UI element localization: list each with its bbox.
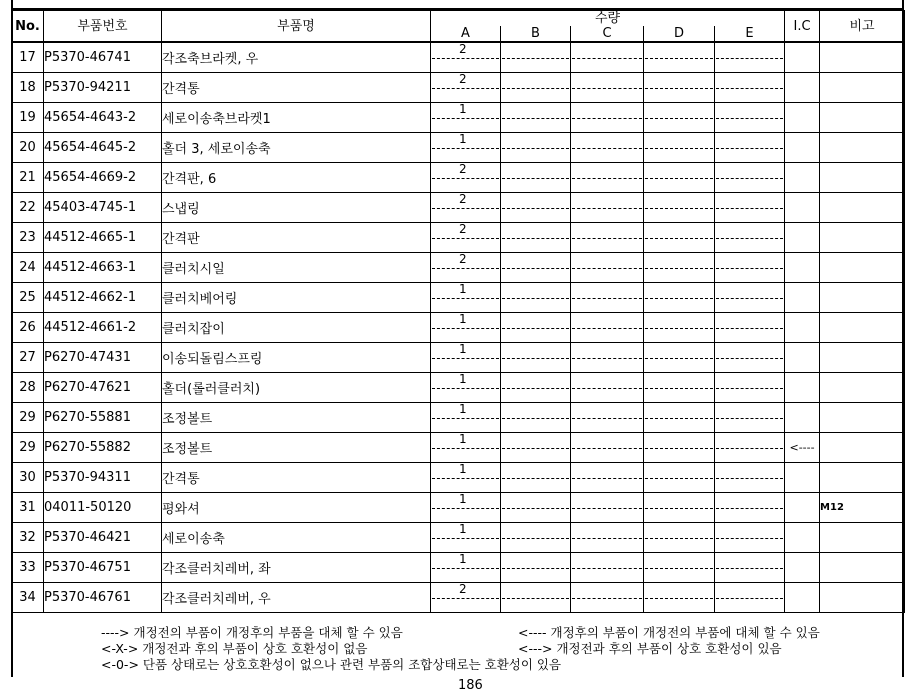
qty-value: 1	[459, 432, 467, 446]
qty-value: 1	[459, 462, 467, 476]
qty-cell-b	[501, 343, 571, 373]
qty-cell-c	[571, 253, 644, 283]
ic-cell	[785, 283, 820, 313]
header-qty-a: A	[431, 26, 501, 42]
qty-cell-b	[501, 193, 571, 223]
part-name: 홀더 3, 세로이송축	[162, 133, 431, 163]
qty-value: 1	[459, 132, 467, 146]
qty-cell-a	[431, 103, 501, 133]
qty-value: 2	[459, 72, 467, 86]
part-name: 간격판, 6	[162, 163, 431, 193]
qty-cell-b	[501, 163, 571, 193]
qty-cell-e	[715, 42, 785, 73]
qty-cell-d	[644, 433, 715, 463]
table-row	[12, 223, 905, 253]
row-number: 30	[12, 463, 44, 493]
remarks-cell	[820, 163, 905, 193]
qty-cell-c	[571, 523, 644, 553]
qty-value: 2	[459, 42, 467, 56]
ic-cell	[785, 193, 820, 223]
table-row	[12, 523, 905, 553]
table-row	[12, 283, 905, 313]
qty-cell-e	[715, 313, 785, 343]
table-row	[12, 403, 905, 433]
qty-cell-d	[644, 163, 715, 193]
table-row	[12, 103, 905, 133]
remarks-cell	[820, 133, 905, 163]
qty-cell-e	[715, 163, 785, 193]
ic-cell	[785, 373, 820, 403]
qty-cell-a	[431, 193, 501, 223]
qty-value: 2	[459, 192, 467, 206]
qty-cell-b	[501, 553, 571, 583]
qty-cell-d	[644, 42, 715, 73]
row-number: 29	[12, 433, 44, 463]
table-row	[12, 73, 905, 103]
part-name: 간격통	[162, 73, 431, 103]
header-remarks: 비고	[820, 11, 905, 43]
remarks-cell	[820, 103, 905, 133]
row-number: 18	[12, 73, 44, 103]
part-number: P6270-55881	[44, 403, 162, 433]
ic-cell	[785, 42, 820, 73]
legend-replace-backward: <---- 개정후의 부품이 개정전의 부품에 대체 할 수 있음	[518, 625, 820, 640]
table-row	[12, 193, 905, 223]
qty-cell-d	[644, 343, 715, 373]
ic-cell	[785, 493, 820, 523]
qty-cell-a	[431, 553, 501, 583]
qty-cell-b	[501, 223, 571, 253]
qty-cell-c	[571, 373, 644, 403]
qty-cell-d	[644, 283, 715, 313]
qty-cell-a	[431, 253, 501, 283]
part-name: 조정볼트	[162, 433, 431, 463]
qty-cell-a	[431, 73, 501, 103]
header-qty-c: C	[571, 26, 644, 42]
header-qty-d: D	[644, 26, 715, 42]
qty-value: 1	[459, 102, 467, 116]
qty-cell-d	[644, 373, 715, 403]
part-name: 세로이송축	[162, 523, 431, 553]
row-number: 21	[12, 163, 44, 193]
ic-cell	[785, 523, 820, 553]
ic-cell	[785, 163, 820, 193]
qty-cell-e	[715, 193, 785, 223]
remarks-cell	[820, 313, 905, 343]
qty-cell-d	[644, 403, 715, 433]
qty-cell-b	[501, 283, 571, 313]
part-name: 클러치베어링	[162, 283, 431, 313]
table-row	[12, 343, 905, 373]
row-number: 22	[12, 193, 44, 223]
qty-cell-a	[431, 583, 501, 613]
remarks-cell: M12	[820, 493, 905, 523]
table-row	[12, 433, 905, 463]
qty-cell-c	[571, 163, 644, 193]
table-row	[12, 42, 905, 73]
qty-cell-e	[715, 103, 785, 133]
qty-value: 1	[459, 342, 467, 356]
part-name: 이송되돌림스프링	[162, 343, 431, 373]
qty-cell-e	[715, 253, 785, 283]
qty-cell-c	[571, 283, 644, 313]
part-name: 홀더(롤러클러치)	[162, 373, 431, 403]
qty-value: 2	[459, 252, 467, 266]
header-no: No.	[12, 11, 44, 43]
qty-cell-c	[571, 193, 644, 223]
ic-cell	[785, 313, 820, 343]
qty-cell-a	[431, 493, 501, 523]
qty-cell-b	[501, 583, 571, 613]
qty-value: 1	[459, 282, 467, 296]
qty-cell-b	[501, 493, 571, 523]
qty-cell-a	[431, 42, 501, 73]
qty-cell-d	[644, 583, 715, 613]
qty-cell-d	[644, 463, 715, 493]
part-number: P5370-94311	[44, 463, 162, 493]
page-number: 186	[458, 678, 483, 693]
qty-cell-b	[501, 103, 571, 133]
table-row	[12, 583, 905, 613]
ic-cell	[785, 583, 820, 613]
part-name: 각조클러치레버, 좌	[162, 553, 431, 583]
part-number: P5370-46421	[44, 523, 162, 553]
header-row	[12, 11, 905, 27]
row-number: 24	[12, 253, 44, 283]
row-number: 17	[12, 42, 44, 73]
header-quantity: 수량	[431, 11, 785, 27]
row-number: 31	[12, 493, 44, 523]
part-number: P5370-46741	[44, 42, 162, 73]
qty-cell-b	[501, 433, 571, 463]
part-number: P5370-46751	[44, 553, 162, 583]
part-name: 클러치시일	[162, 253, 431, 283]
part-number: P5370-94211	[44, 73, 162, 103]
header-part-number: 부품번호	[44, 11, 162, 43]
part-number: 45654-4643-2	[44, 103, 162, 133]
ic-cell	[785, 343, 820, 373]
qty-cell-e	[715, 223, 785, 253]
qty-cell-b	[501, 403, 571, 433]
qty-cell-c	[571, 553, 644, 583]
table-row	[12, 463, 905, 493]
row-number: 23	[12, 223, 44, 253]
qty-cell-c	[571, 433, 644, 463]
qty-cell-e	[715, 343, 785, 373]
qty-cell-e	[715, 373, 785, 403]
qty-value: 1	[459, 492, 467, 506]
part-number: P6270-55882	[44, 433, 162, 463]
table-row	[12, 133, 905, 163]
row-number: 28	[12, 373, 44, 403]
part-number: 45654-4669-2	[44, 163, 162, 193]
qty-cell-d	[644, 253, 715, 283]
ic-cell	[785, 103, 820, 133]
remarks-cell	[820, 73, 905, 103]
legend-replace-forward: ----> 개정전의 부품이 개정후의 부품을 대체 할 수 있음	[101, 625, 403, 640]
qty-cell-e	[715, 433, 785, 463]
qty-cell-b	[501, 73, 571, 103]
part-number: 04011-50120	[44, 493, 162, 523]
qty-cell-c	[571, 223, 644, 253]
qty-cell-d	[644, 193, 715, 223]
qty-cell-a	[431, 373, 501, 403]
remarks-cell	[820, 583, 905, 613]
part-number: 45403-4745-1	[44, 193, 162, 223]
qty-cell-e	[715, 553, 785, 583]
part-name: 세로이송축브라켓1	[162, 103, 431, 133]
qty-cell-e	[715, 493, 785, 523]
remarks-cell	[820, 223, 905, 253]
qty-cell-c	[571, 583, 644, 613]
ic-cell	[785, 253, 820, 283]
row-number: 34	[12, 583, 44, 613]
qty-cell-b	[501, 253, 571, 283]
part-number: P6270-47621	[44, 373, 162, 403]
qty-value: 1	[459, 402, 467, 416]
qty-cell-c	[571, 133, 644, 163]
remarks-cell	[820, 343, 905, 373]
qty-cell-a	[431, 223, 501, 253]
legend-not-compatible: <-X-> 개정전과 후의 부품이 상호 호환성이 없음	[101, 641, 368, 656]
qty-cell-c	[571, 42, 644, 73]
qty-cell-e	[715, 403, 785, 433]
qty-cell-d	[644, 103, 715, 133]
qty-cell-e	[715, 463, 785, 493]
table-row	[12, 253, 905, 283]
qty-cell-c	[571, 493, 644, 523]
qty-value: 1	[459, 522, 467, 536]
legend-mutually-compatible: <---> 개정전과 후의 부품이 상호 호환성이 있음	[518, 641, 782, 656]
qty-cell-b	[501, 373, 571, 403]
qty-value: 2	[459, 222, 467, 236]
qty-value: 1	[459, 552, 467, 566]
part-name: 평와셔	[162, 493, 431, 523]
ic-cell	[785, 463, 820, 493]
table-row	[12, 373, 905, 403]
qty-cell-d	[644, 313, 715, 343]
qty-value: 2	[459, 582, 467, 596]
part-name: 클러치잡이	[162, 313, 431, 343]
qty-cell-c	[571, 463, 644, 493]
table-row	[12, 493, 905, 523]
remarks-cell	[820, 523, 905, 553]
part-number: P5370-46761	[44, 583, 162, 613]
qty-value: 2	[459, 162, 467, 176]
part-name: 조정볼트	[162, 403, 431, 433]
ic-cell	[785, 553, 820, 583]
qty-cell-e	[715, 283, 785, 313]
part-number: 44512-4661-2	[44, 313, 162, 343]
qty-cell-b	[501, 463, 571, 493]
part-number: 44512-4662-1	[44, 283, 162, 313]
qty-cell-b	[501, 313, 571, 343]
qty-cell-b	[501, 133, 571, 163]
qty-cell-c	[571, 103, 644, 133]
row-number: 29	[12, 403, 44, 433]
row-number: 20	[12, 133, 44, 163]
part-number: 44512-4665-1	[44, 223, 162, 253]
row-number: 26	[12, 313, 44, 343]
qty-cell-a	[431, 343, 501, 373]
qty-cell-a	[431, 463, 501, 493]
qty-cell-a	[431, 403, 501, 433]
ic-cell	[785, 133, 820, 163]
qty-cell-a	[431, 433, 501, 463]
remarks-cell	[820, 433, 905, 463]
qty-cell-e	[715, 133, 785, 163]
header-qty-b: B	[501, 26, 571, 42]
qty-cell-d	[644, 493, 715, 523]
header-part-name: 부품명	[162, 11, 431, 43]
qty-cell-a	[431, 133, 501, 163]
qty-cell-b	[501, 523, 571, 553]
qty-cell-d	[644, 223, 715, 253]
qty-cell-a	[431, 313, 501, 343]
qty-cell-c	[571, 403, 644, 433]
qty-cell-c	[571, 313, 644, 343]
remarks-cell	[820, 463, 905, 493]
qty-cell-a	[431, 523, 501, 553]
qty-cell-a	[431, 163, 501, 193]
row-number: 25	[12, 283, 44, 313]
part-name: 간격통	[162, 463, 431, 493]
qty-value: 1	[459, 372, 467, 386]
qty-cell-e	[715, 523, 785, 553]
compatibility-legend	[11, 623, 904, 677]
remarks-cell	[820, 403, 905, 433]
qty-cell-c	[571, 343, 644, 373]
part-number: 44512-4663-1	[44, 253, 162, 283]
qty-cell-a	[431, 283, 501, 313]
remarks-cell	[820, 42, 905, 73]
qty-cell-d	[644, 553, 715, 583]
ic-cell	[785, 403, 820, 433]
part-name: 간격판	[162, 223, 431, 253]
part-name: 각조축브라켓, 우	[162, 42, 431, 73]
remarks-cell	[820, 253, 905, 283]
qty-cell-d	[644, 73, 715, 103]
qty-cell-d	[644, 133, 715, 163]
parts-table	[11, 10, 905, 613]
table-row	[12, 163, 905, 193]
header-qty-e: E	[715, 26, 785, 42]
qty-cell-e	[715, 73, 785, 103]
table-row	[12, 313, 905, 343]
remarks-cell	[820, 193, 905, 223]
remarks-cell	[820, 373, 905, 403]
qty-cell-c	[571, 73, 644, 103]
part-name: 각조클러치레버, 우	[162, 583, 431, 613]
ic-cell: <----	[785, 433, 820, 463]
qty-value: 1	[459, 312, 467, 326]
qty-cell-e	[715, 583, 785, 613]
part-number: 45654-4645-2	[44, 133, 162, 163]
row-number: 33	[12, 553, 44, 583]
ic-cell	[785, 223, 820, 253]
part-name: 스냅링	[162, 193, 431, 223]
qty-cell-b	[501, 42, 571, 73]
remarks-cell	[820, 553, 905, 583]
ic-cell	[785, 73, 820, 103]
part-number: P6270-47431	[44, 343, 162, 373]
table-row	[12, 553, 905, 583]
row-number: 27	[12, 343, 44, 373]
header-ic: I.C	[785, 11, 820, 43]
remarks-cell	[820, 283, 905, 313]
row-number: 19	[12, 103, 44, 133]
row-number: 32	[12, 523, 44, 553]
legend-combination-compatible: <-0-> 단품 상태로는 상호호환성이 없으나 관련 부품의 조합상태로는 호환성이 있음	[101, 657, 562, 672]
qty-cell-d	[644, 523, 715, 553]
